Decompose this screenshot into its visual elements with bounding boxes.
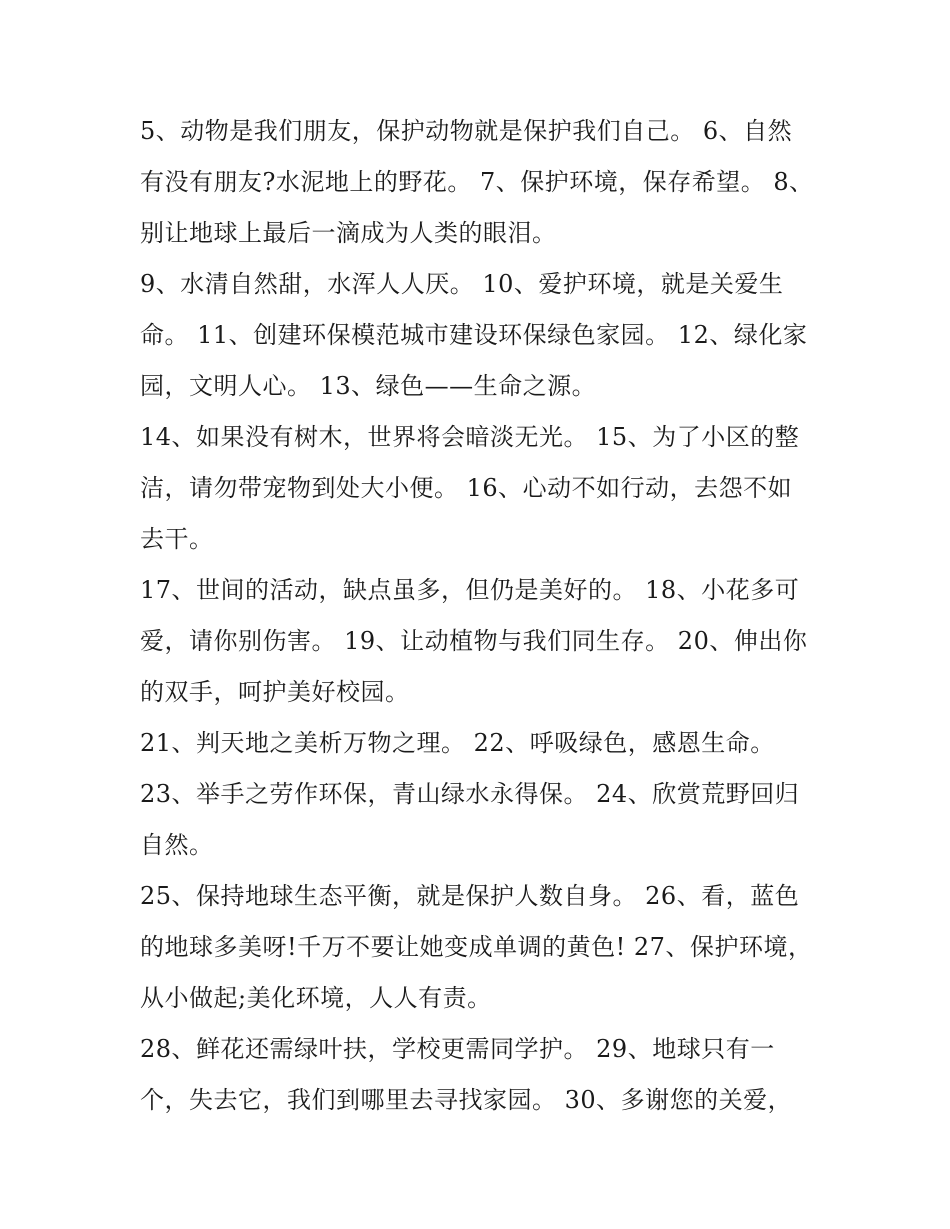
text-line: 的双手，呵护美好校园。 [140,678,410,706]
text-line: 别让地球上最后一滴成为人类的眼泪。 [140,219,557,247]
text-line: 去干。 [140,525,214,553]
text-line: 园，文明人心。 13、绿色——生命之源。 [140,372,597,400]
text-line: 23、举手之劳作环保，青山绿水永得保。 24、欣赏荒野回归 [140,780,800,808]
text-line: 21、判天地之美析万物之理。 22、呼吸绿色，感恩生命。 [140,729,775,757]
text-line: 从小做起;美化环境，人人有责。 [140,984,492,1012]
text-line: 有没有朋友?水泥地上的野花。 7、保护环境，保存希望。 8、 [140,168,814,196]
text-line: 25、保持地球生态平衡，就是保护人数自身。 26、看，蓝色 [140,882,800,910]
text-line: 17、世间的活动，缺点虽多，但仍是美好的。 18、小花多可 [140,576,800,604]
text-line: 命。 11、创建环保模范城市建设环保绿色家园。 12、绿化家 [140,321,808,349]
text-line: 28、鲜花还需绿叶扶，学校更需同学护。 29、地球只有一 [140,1035,775,1063]
text-line: 9、水清自然甜，水浑人人厌。 10、爱护环境，就是关爱生 [140,270,784,298]
text-line: 爱，请你别伤害。 19、让动植物与我们同生存。 20、伸出你 [140,627,808,655]
text-line: 自然。 [140,831,214,859]
text-line: 14、如果没有树木，世界将会暗淡无光。 15、为了小区的整 [140,423,800,451]
slogan-text-block [140,106,820,1126]
text-line: 洁，请勿带宠物到处大小便。 16、心动不如行动，去怨不如 [140,474,793,502]
text-line: 个，失去它，我们到哪里去寻找家园。 30、多谢您的关爱， [140,1086,793,1114]
text-line: 的地球多美呀!千万不要让她变成单调的黄色! 27、保护环境， [140,933,813,961]
text-line: 5、动物是我们朋友，保护动物就是保护我们自己。 6、自然 [140,117,793,145]
